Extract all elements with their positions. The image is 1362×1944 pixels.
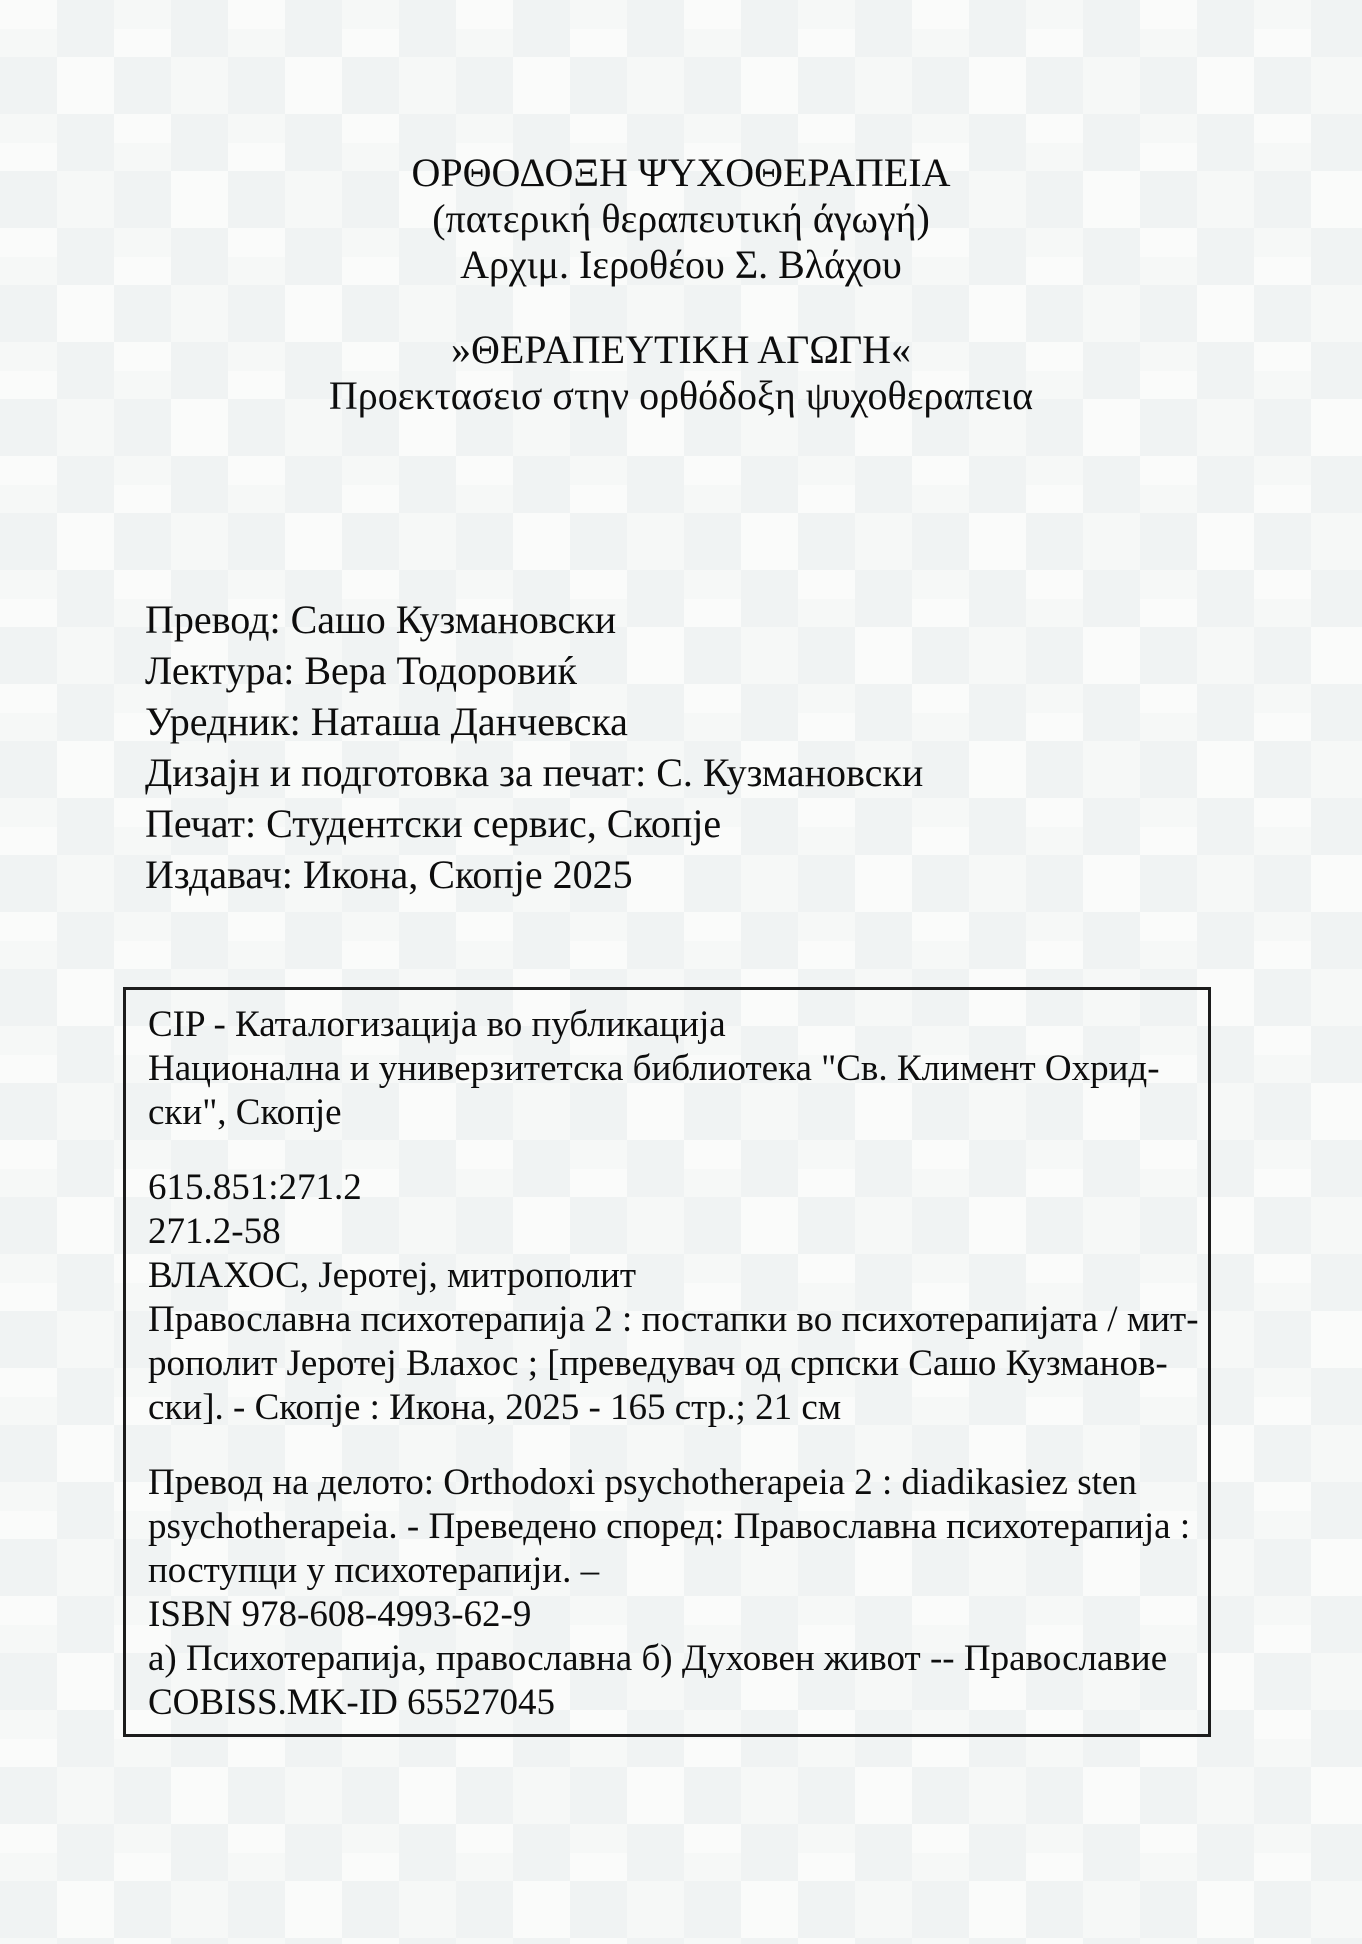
cip-udc-number: 271.2-58 — [148, 1211, 281, 1252]
credit-line-proofreader: Лектура: Вера Тодоровиќ — [145, 648, 577, 693]
cip-author-entry: ВЛАХОС, Јеротеј, митрополит — [148, 1255, 637, 1296]
credit-line-design: Дизајн и подготовка за печат: С. Кузмановски — [145, 750, 924, 795]
series-title: »ΘΕΡΑΠΕΥΤΙΚΗ ΑΓΩΓΗ« — [450, 327, 912, 372]
cip-title-entry-line: рополит Јеротеј Влахос ; [преведувач од српски Сашо Кузманов- — [148, 1343, 1168, 1384]
book-author-greek: Αρχιμ. Ιεροθέου Σ. Βλάχου — [460, 242, 902, 287]
cip-udc-number: 615.851:271.2 — [148, 1167, 362, 1208]
cip-original-title-line: Превод на делото: Orthodoxi psychotherapeia 2 : diadikasiez sten — [148, 1462, 1137, 1503]
cip-translation-paragraph — [148, 1461, 1190, 1725]
cip-header-line: Национална и универзитетска библиотека "Св. Климент Охрид- — [148, 1048, 1160, 1089]
cip-original-title-line: поступци у психотерапији. – — [148, 1550, 600, 1591]
cip-record-box — [123, 987, 1211, 1737]
title-block — [0, 150, 1362, 288]
credits-block — [145, 594, 923, 900]
cip-title-entry-line: Православна психотерапија 2 : постапки во психотерапијата / мит- — [148, 1299, 1199, 1340]
cip-original-title-line: psychotherapeia. - Преведено според: Православна психотерапија : — [148, 1506, 1191, 1547]
book-subtitle-greek: (πατερική θεραπευτική άγωγή) — [432, 196, 930, 241]
cip-subject-headings: а) Психотерапија, православна б) Духовен живот -- Православие — [148, 1638, 1168, 1679]
credit-line-translator: Превод: Сашо Кузмановски — [145, 597, 617, 642]
cip-header-line: CIP - Каталогизација во публикација — [148, 1004, 726, 1045]
cip-catalog-paragraph — [148, 1166, 1199, 1430]
series-subtitle: Προεκτασεισ στην ορθόδοξη ψυχοθεραπεια — [328, 373, 1034, 418]
series-title-block — [0, 327, 1362, 419]
cip-header-paragraph — [148, 1003, 1190, 1135]
cip-cobiss-id: COBISS.MK-ID 65527045 — [148, 1682, 556, 1723]
book-title-greek: ΟΡΘΟΔΟΞΗ ΨΥΧΟΘΕΡΑΠΕΙΑ — [411, 150, 951, 195]
credit-line-editor: Уредник: Наташа Данчевска — [145, 699, 628, 744]
cip-header-line: ски", Скопје — [148, 1092, 342, 1133]
credit-line-publisher: Издавач: Икона, Скопје 2025 — [145, 852, 633, 897]
cip-title-entry-line: ски]. - Скопје : Икона, 2025 - 165 стр.; 21 см — [148, 1387, 842, 1428]
cip-isbn: ISBN 978-608-4993-62-9 — [148, 1594, 532, 1635]
credit-line-print: Печат: Студентски сервис, Скопје — [145, 801, 722, 846]
